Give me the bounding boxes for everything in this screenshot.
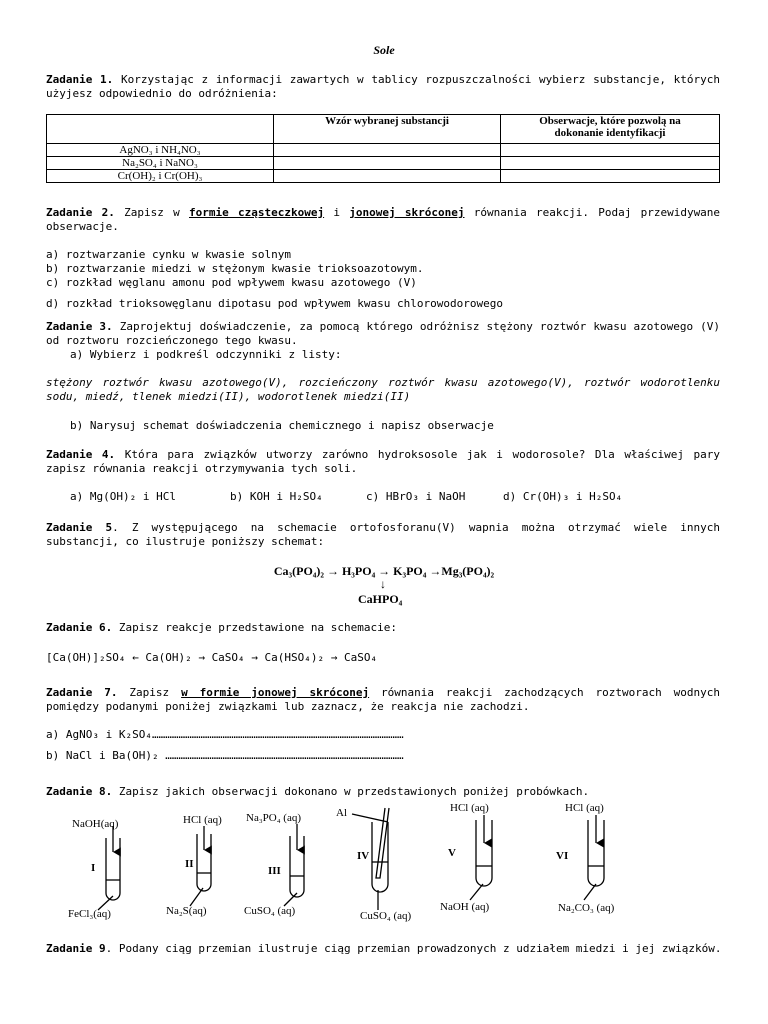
task4-option-c: c) HBrO₃ i NaOH [366,490,466,503]
observation-cell[interactable] [501,157,720,170]
task3-list-line1: stężony roztwór kwasu azotowego(V), rozcieńczony roztwór kwasu azotowego(V), roztwór wodorotlenku [46,376,720,389]
table-row: Cr(OH)₂ i Cr(OH)₃ [47,170,720,183]
task2-item-b: b) roztwarzanie miedzi w stężonym kwasie trioksoazotowym. [46,262,424,275]
tube2-top-label: HCl (aq) [183,814,222,826]
down-arrow-icon: ↓ [380,577,386,591]
tube6-top-label: HCl (aq) [565,802,604,814]
task4-label: Zadanie 4. [46,448,116,461]
table-header-formula: Wzór wybranej substancji [274,115,501,144]
tube3-bottom-label: CuSO₄ (aq) [244,905,296,917]
task2-item-a: a) roztwarzanie cynku w kwasie solnym [46,248,292,261]
task7-line2: pomiędzy podanymi poniżej związkami lub zaznacz, że reakcja nie zachodzi. [46,700,530,713]
task2-line1: Zadanie 2. Zapisz w formie cząsteczkowej i jonowej skróconej równania reakcji. Podaj przewidywane [46,206,721,219]
task8-line1: Zadanie 8. Zapisz jakich obserwacji dokonano w przedstawionych poniżej probówkach. [46,785,590,798]
task4-line2: zapisz równania reakcji otrzymywania tych soli. [46,462,358,475]
table-row: AgNO₃ i NH₄NO₃ [47,144,720,157]
formula-cell[interactable] [274,144,501,157]
task5-label: Zadanie 5 [46,521,113,534]
task6-label: Zadanie 6. [46,621,113,634]
tube2-number: II [185,858,194,870]
tube2-bottom-label: Na₂S(aq) [166,905,207,917]
tube5-bottom-label: NaOH (aq) [440,901,490,913]
page-title: Sole [373,43,395,57]
task3-line2: od roztworu rozcieńczonego tego kwasu. [46,334,298,347]
table-row: Na₂SO₄ i NaNO₃ [47,157,720,170]
task5-scheme: Ca₃(PO₄)₂ → H₃PO₄ → K₃PO₄ →Mg₃(PO₄)₂ [273,564,495,578]
task2-line2: obserwacje. [46,220,119,233]
task3-label: Zadanie 3. [46,320,113,333]
task9-line1: Zadanie 9. Podany ciąg przemian ilustruje ciąg przemian prowadzonych z udziałem miedzi i jej związków. [46,942,722,955]
task1-line2: użyjesz odpowiednio do odróżnienia: [46,87,278,100]
test-tube-5 [470,815,492,900]
tube6-number: VI [556,850,569,862]
tube1-number: I [91,862,96,874]
task1-line1: Zadanie 1. Korzystając z informacji zawartych w tablicy rozpuszczalności wybierz substancje, których [46,73,720,86]
test-tube-1 [98,826,120,910]
task7-item-a: a) AgNO₃ i K₂SO₄…………………………………………………………………………………………………… [46,728,404,741]
tube1-top-label: NaOH(aq) [72,818,119,830]
task3-line1: Zadanie 3. Zaprojektuj doświadczenie, za pomocą którego odróżnisz stężony roztwór kwasu azotowego (V) [46,320,721,333]
tube3-number: III [268,865,281,877]
formula-cell[interactable] [274,157,501,170]
task4-line1: Zadanie 4. Która para związków utworzy zarówno hydroksosole jak i wodorosole? Dla właściwej pary [46,448,720,461]
task6-scheme: [Ca(OH)]₂SO₄ ← Ca(OH)₂ → CaSO₄ → Ca(HSO₄)₂ → CaSO₄ [46,651,378,664]
task7-line1: Zadanie 7. Zapisz w formie jonowej skróconej równania reakcji zachodzących roztworach wodnych [46,686,721,699]
task9-label: Zadanie 9 [46,942,106,955]
test-tube-3 [284,824,304,906]
task1-table [46,114,720,183]
task1-label: Zadanie 1. [46,73,114,86]
task4-option-d: d) Cr(OH)₃ i H₂SO₄ [503,490,623,503]
observation-cell[interactable] [501,170,720,183]
task7-item-b: b) NaCl i Ba(OH)₂ ……………………………………………………………………………………………… [46,749,404,762]
task2-label: Zadanie 2. [46,206,115,219]
task3-item-b: b) Narysuj schemat doświadczenia chemicznego i napisz obserwacje [70,419,494,432]
tube5-number: V [448,847,456,859]
tube1-bottom-label: FeCl₃(aq) [68,908,111,920]
task8-label: Zadanie 8. [46,785,113,798]
formula-cell[interactable] [274,170,501,183]
task5-branch: CaHPO₄ [358,592,403,606]
task7-label: Zadanie 7. [46,686,118,699]
tube6-bottom-label: Na₂CO₃ (aq) [558,902,615,914]
tube4-bottom-label: CuSO₄ (aq) [360,910,412,922]
task6-line1: Zadanie 6. Zapisz reakcje przedstawione na schemacie: [46,621,398,634]
task2-item-d: d) rozkład trioksowęglanu dipotasu pod wpływem kwasu chlorowodorowego [46,297,503,310]
task5-line2: substancji, co ilustruje poniższy schemat: [46,535,325,548]
task3-list-line2: sodu, miedź, tlenek miedzi(II), wodorotlenek miedzi(II) [46,390,411,403]
task5-line1: Zadanie 5. Z występującego na schemacie ortofosforanu(V) wapnia można otrzymać wiele innych [46,521,720,534]
tube4-top-label: Al [336,807,347,819]
table-header-empty [47,115,274,144]
tube3-top-label: Na₃PO₄ (aq) [246,812,302,824]
table-header-observations: Obserwacje, które pozwolą na dokonanie identyfikacji [501,115,720,144]
task3-item-a: a) Wybierz i podkreśl odczynniki z listy: [70,348,342,361]
task4-option-a: a) Mg(OH)₂ i HCl [70,490,176,503]
tube4-number: IV [357,850,370,862]
tube5-top-label: HCl (aq) [450,802,489,814]
test-tube-6 [584,815,604,900]
task2-item-c: c) rozkład węglanu amonu pod wpływem kwasu azotowego (V) [46,276,417,289]
task4-option-b: b) KOH i H₂SO₄ [230,490,323,503]
observation-cell[interactable] [501,144,720,157]
